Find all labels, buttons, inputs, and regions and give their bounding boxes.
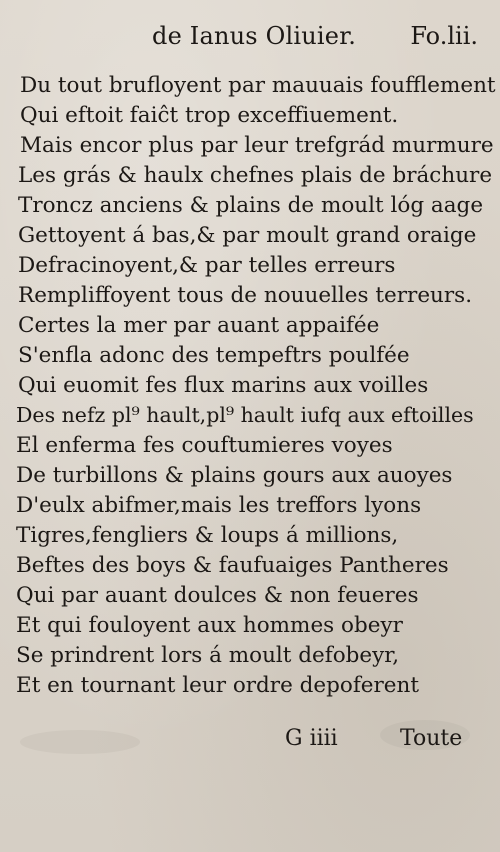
verse-line: Qui par auant doulces & non feueres (16, 583, 419, 608)
signature-mark: G iiii (285, 726, 338, 751)
catchword: Toute (400, 726, 463, 751)
verse-line: Les grás & haulx chefnes plais de bráchure (18, 163, 493, 188)
verse-line: Qui eftoit faiĉt trop exceffiuement. (20, 103, 399, 128)
folio-number: Fo.lii. (410, 22, 478, 50)
verse-line: Et qui fouloyent aux hommes obeyr (16, 613, 403, 638)
verse-line: Tigres,fengliers & loups á millions, (16, 523, 399, 548)
page-footer (0, 726, 500, 756)
verse-line: Gettoyent á bas,& par moult grand oraige (18, 223, 477, 248)
page-header (0, 22, 500, 58)
running-title: de Ianus Oliuier. (152, 22, 357, 50)
verse-line: S'enfla adonc des tempeftrs poulfée (18, 343, 410, 368)
verse-line: Beftes des boys & faufuaiges Pantheres (16, 553, 449, 578)
verse-line: Mais encor plus par leur trefgrád murmure (20, 133, 494, 158)
verse-line: Et en tournant leur ordre depoferent (16, 673, 420, 698)
verse-line: El enferma fes couftumieres voyes (16, 433, 393, 458)
verse-line: Rempliffoyent tous de nouuelles terreurs. (18, 283, 473, 308)
verse-line: Du tout brufloyent par mauuais foufflement (20, 73, 496, 98)
verse-line: Defracinoyent,& par telles erreurs (18, 253, 396, 278)
verse-line: D'eulx abifmer,mais les treffors lyons (16, 493, 422, 518)
verse-line: De turbillons & plains gours aux auoyes (16, 463, 453, 488)
verse-line: Certes la mer par auant appaifée (18, 313, 380, 338)
verse-line: Des nefz pl⁹ hault,pl⁹ hault iufq aux eftoilles (16, 403, 474, 427)
verse-line: Se prindrent lors á moult defobeyr, (16, 643, 400, 668)
verse-line: Qui euomit fes flux marins aux voilles (18, 373, 429, 398)
verse-line: Troncz anciens & plains de moult lóg aage (18, 193, 484, 218)
